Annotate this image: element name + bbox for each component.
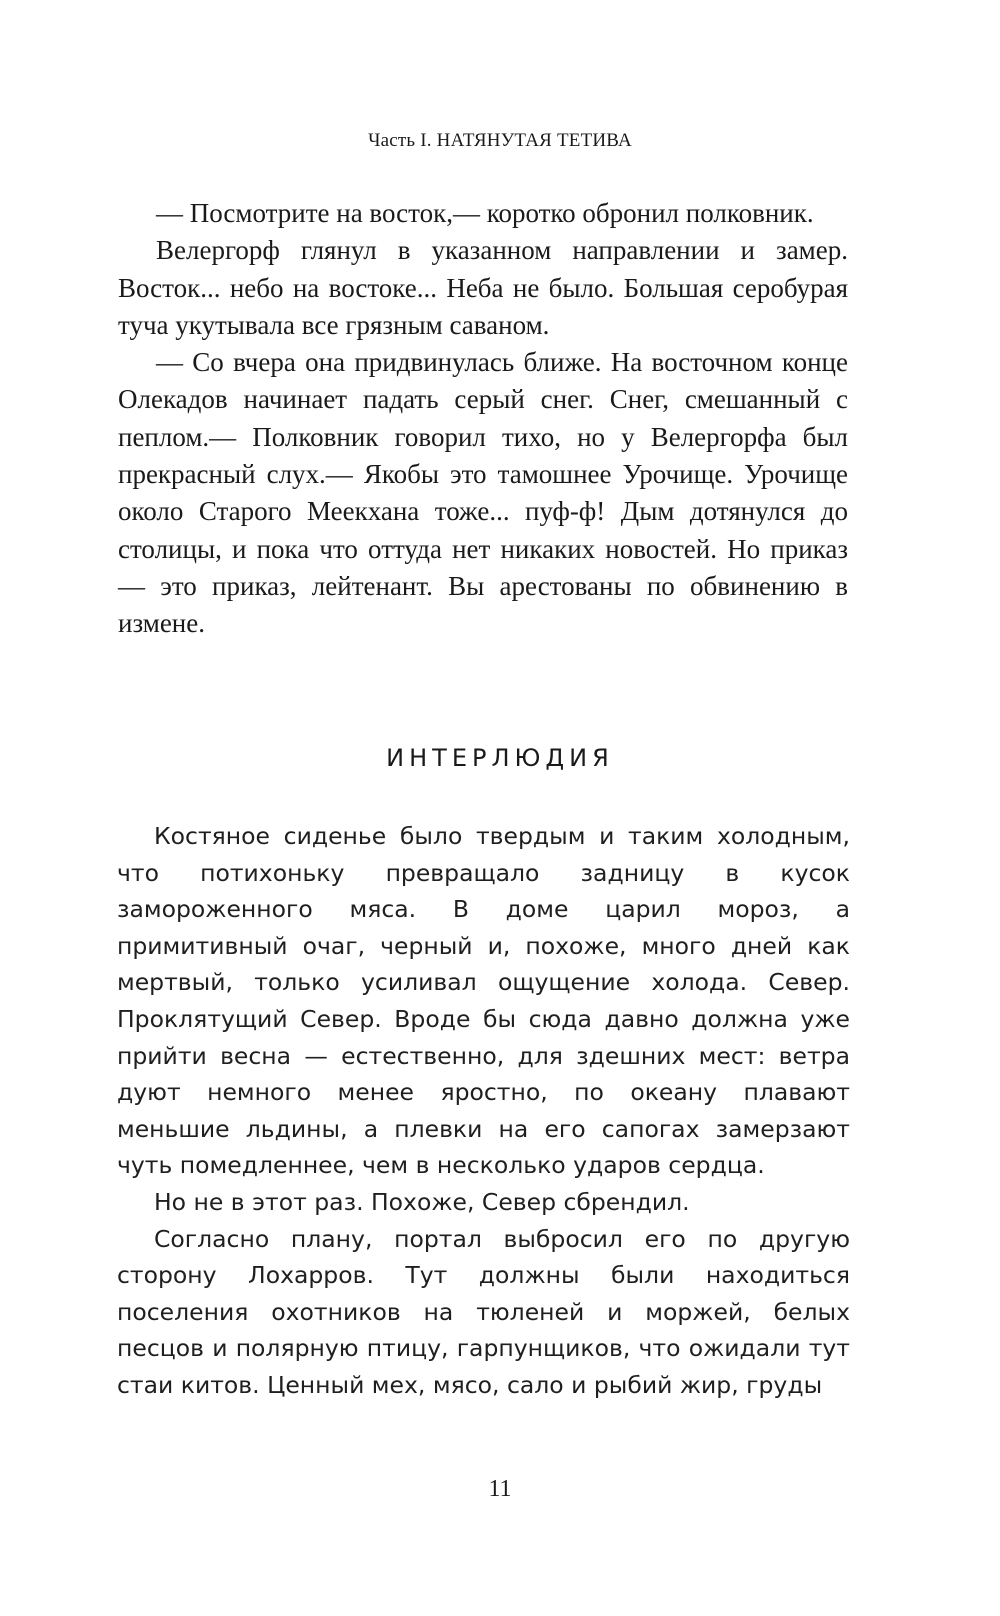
chapter-text [118,195,848,643]
interlude-text [117,818,850,1404]
paragraph: — Со вчера она придвинулась ближе. На восточном конце Олекадов начинает падать серый снег. Снег, смешанный с пеплом.— Полковник говорил тихо, но у Велергорфа был прекрасный слух.— Якобы это тамошнее Урочище. Урочище около Старого Меекхана тоже... пуф-ф! Дым дотянулся до столицы, и пока что оттуда нет никаких новостей. Но приказ — это приказ, лейтенант. Вы арестованы по обвинению в измене. [118,347,848,639]
paragraph: Велергорф глянул в указанном направлении и замер. Восток... небо на востоке... Неба не было. Большая серобурая туча укутывала все грязным саваном. [118,235,848,340]
paragraph: Но не в этот раз. Похоже, Север сбрендил. [154,1187,690,1216]
paragraph: Согласно плану, портал выбросил его по другую сторону Лохарров. Тут должны были находиться поселения охотников на тюленей и моржей, белых песцов и полярную птицу, гарпунщиков, что ожидали тут стаи китов. Ценный мех, мясо, сало и рыбий жир, груды [117,1224,850,1399]
section-title: ИНТЕРЛЮДИЯ [386,744,614,772]
page-number: 11 [488,1476,512,1502]
paragraph: — Посмотрите на восток,— коротко обронил полковник. [156,198,814,228]
paragraph: Костяное сиденье было твердым и таким холодным, что потихоньку превращало задницу в кусок замороженного мяса. В доме царил мороз, а примитивный очаг, черный и, похоже, много дней как мертвый, только усиливал ощущение холода. Север. Проклятущий Север. Вроде бы сюда давно должна уже прийти весна — естественно, для здешних мест: ветра дуют немного менее яростно, по океану плавают меньшие льдины, а плевки на его сапогах замерзают чуть помедленнее, чем в несколько ударов сердца. [117,822,850,1180]
running-head: Часть I. НАТЯНУТАЯ ТЕТИВА [368,130,632,151]
